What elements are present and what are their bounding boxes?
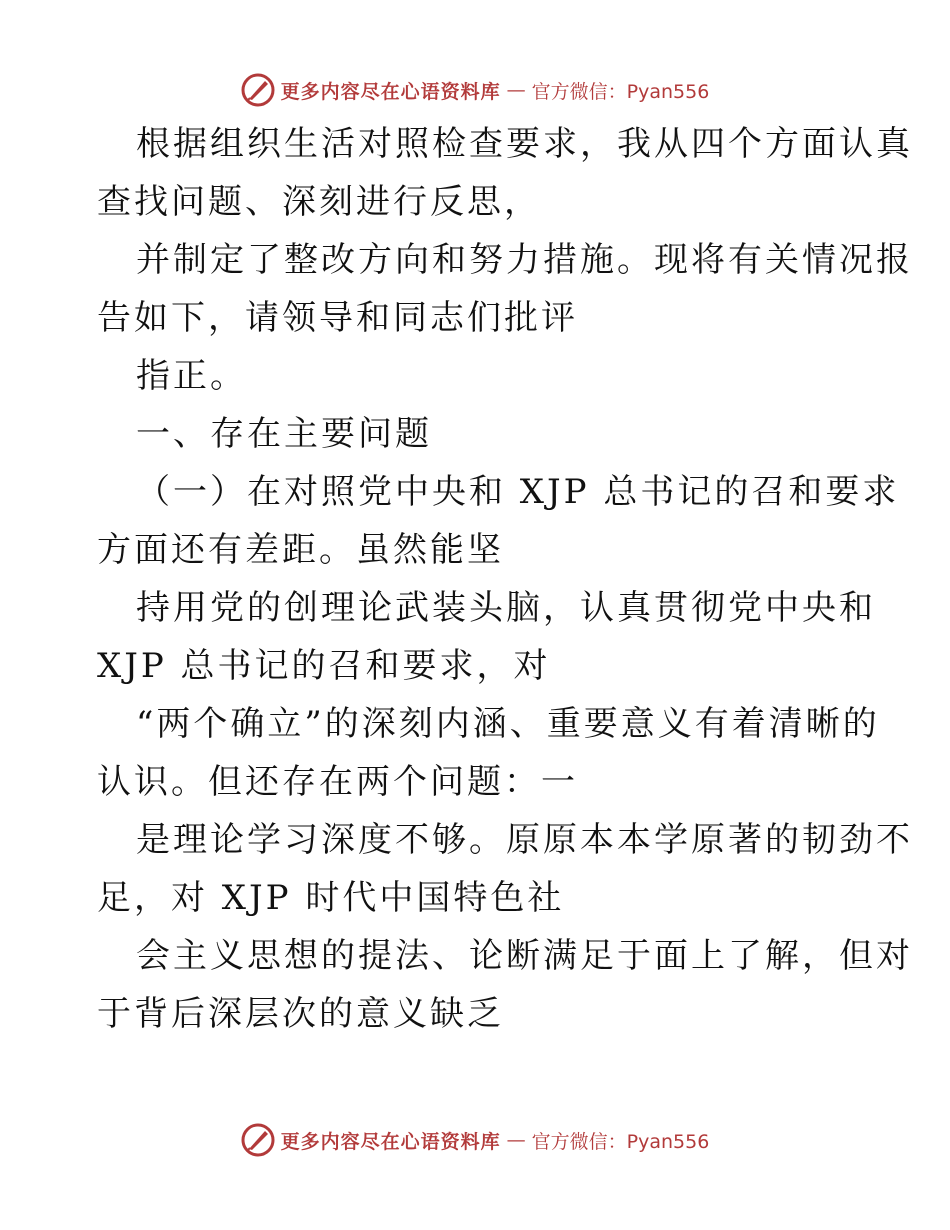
banner-wechat-text: 官方微信：Pyan556: [531, 80, 710, 103]
text-line: “两个确立”的深刻内涵、重要意义有着清晰的: [136, 704, 880, 744]
quill-logo-icon: [241, 1123, 275, 1157]
text-line: XJP 总书记的召和要求，对: [97, 646, 551, 686]
text-line: 并制定了整改方向和努力措施。现将有关情况报: [136, 240, 913, 280]
subsection-heading: （一）在对照党中央和 XJP 总书记的召和要求: [136, 472, 900, 512]
text-line: 方面还有差距。虽然能坚: [97, 530, 504, 570]
text-line: 认识。但还存在两个问题：一: [97, 762, 578, 802]
text-line: 是理论学习深度不够。原原本本学原著的韧劲不: [136, 820, 913, 860]
text-line: 查找问题、深刻进行反思，: [97, 182, 541, 222]
text-line: 指正。: [136, 356, 247, 396]
banner-wechat-text: 官方微信：Pyan556: [531, 1130, 710, 1153]
footer-banner: [0, 1120, 950, 1160]
text-line: 足，对 XJP 时代中国特色社: [97, 878, 565, 918]
section-heading: 一、存在主要问题: [136, 414, 432, 454]
banner-brand-text: 更多内容尽在心语资料库: [280, 80, 501, 103]
header-banner: [0, 70, 950, 110]
text-line: 告如下，请领导和同志们批评: [97, 298, 578, 338]
banner-dash: —: [506, 1129, 526, 1151]
quill-logo-icon: [241, 73, 275, 107]
text-line: 于背后深层次的意义缺乏: [97, 994, 504, 1034]
banner-brand-text: 更多内容尽在心语资料库: [280, 1130, 501, 1153]
text-line: 根据组织生活对照检查要求，我从四个方面认真: [136, 124, 913, 164]
banner-dash: —: [506, 79, 526, 101]
text-line: 会主义思想的提法、论断满足于面上了解，但对: [136, 936, 913, 976]
text-line: 持用党的创理论武装头脑，认真贯彻党中央和: [136, 588, 876, 628]
